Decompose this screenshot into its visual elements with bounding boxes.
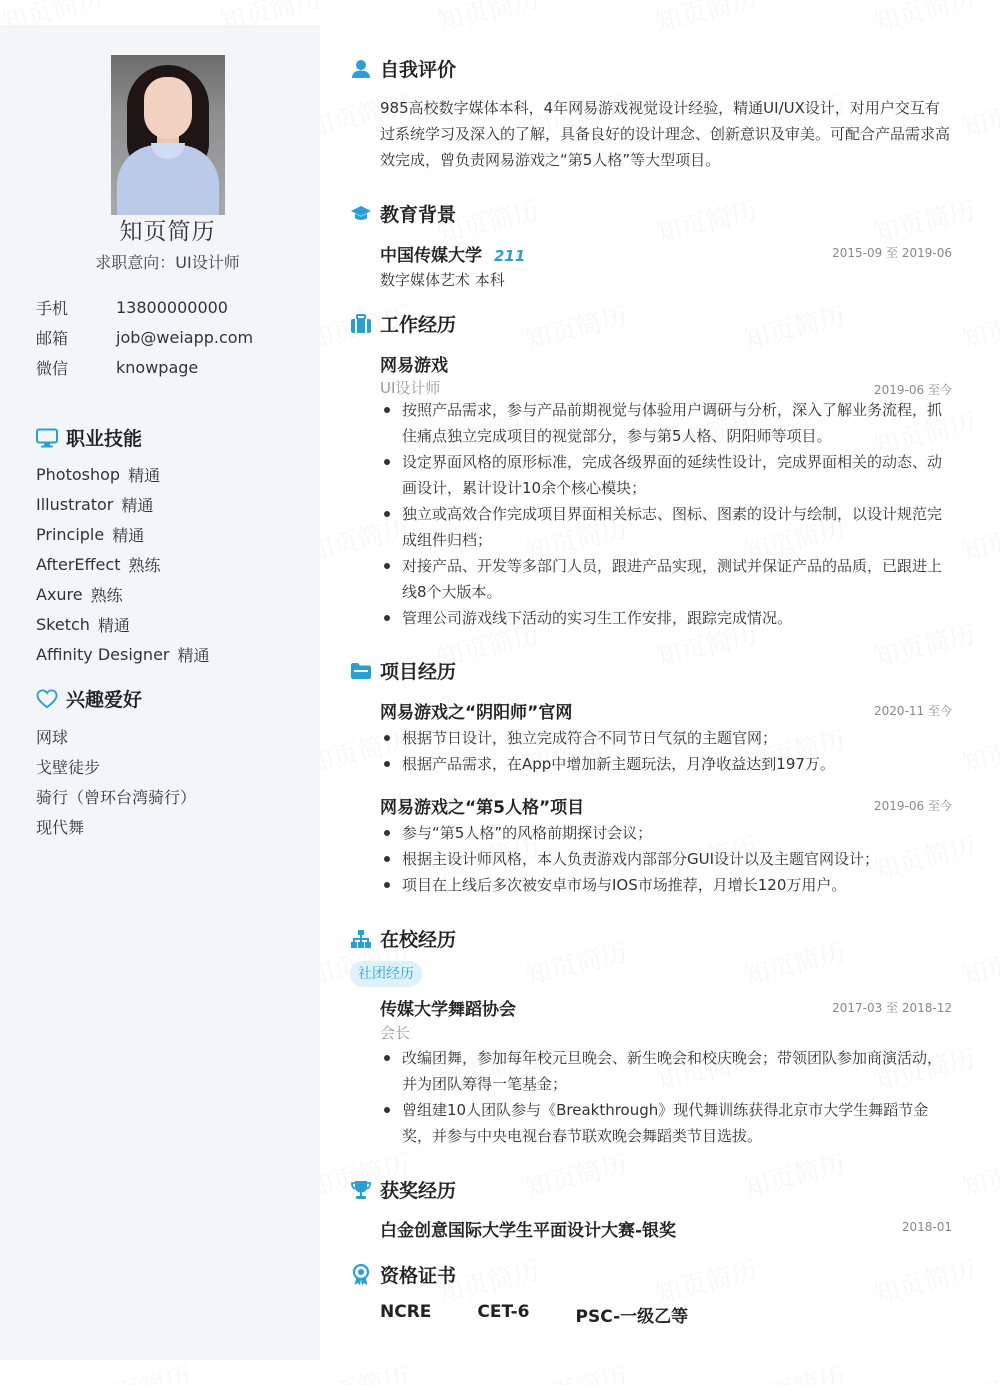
certificates-heading	[350, 1261, 456, 1288]
campus-bullets	[380, 1045, 952, 1149]
education-heading	[350, 200, 456, 227]
watermark-text	[869, 190, 979, 251]
self-eval-heading	[350, 55, 456, 82]
watermark-text	[869, 0, 979, 39]
skill-name: Affinity Designer	[36, 644, 170, 664]
project-bullets	[380, 820, 952, 898]
watermark-text	[521, 932, 631, 993]
list-item: 曾组建10人团队参与《Breakthrough》现代舞训练获得北京市大学生舞蹈节金奖，并参与中央电视台春节联欢晚会舞蹈类节目选拔。	[380, 1097, 952, 1149]
contact-label: 微信	[36, 358, 69, 378]
hobby-item: 戈壁徒步	[36, 757, 101, 777]
ribbon-badge-icon	[351, 1264, 371, 1286]
briefcase-icon	[350, 314, 372, 334]
skill-name: Axure	[36, 584, 83, 604]
contact-phone	[36, 292, 253, 322]
watermark-text	[651, 190, 761, 251]
skill-level: 精通	[112, 525, 145, 545]
awards-heading-text: 获奖经历	[380, 1180, 457, 1202]
education-date: 2015-09 至 2019-06	[832, 246, 952, 260]
list-item: 设定界面风格的原形标准，完成各级界面的延续性设计，完成界面相关的动态、动画设计，累计设计10余个核心模块；	[380, 449, 952, 501]
certificate-list	[380, 1302, 734, 1327]
skill-item	[36, 549, 210, 579]
education-major: 数字媒体艺术 本科	[380, 271, 505, 289]
skill-item	[36, 489, 210, 519]
watermark-text	[957, 1356, 1000, 1385]
work-date: 2019-06 至今	[874, 383, 952, 397]
skill-level: 精通	[97, 615, 130, 635]
award-title: 白金创意国际大学生平面设计大赛-银奖	[380, 1221, 677, 1241]
user-icon	[351, 59, 371, 79]
watermark-text	[521, 296, 631, 357]
contact-value: job@weiapp.com	[116, 327, 254, 347]
contact-wechat	[36, 352, 253, 382]
list-item: 改编团舞，参加每年校元旦晚会、新生晚会和校庆晚会；带领团队参加商演活动，并为团队筹得一笔基金；	[380, 1045, 952, 1097]
projects-heading	[350, 657, 456, 684]
contact-value: 13800000000	[116, 297, 228, 317]
work-heading-text: 工作经历	[380, 314, 457, 336]
education-heading-text: 教育背景	[380, 204, 457, 226]
projects-heading-text: 项目经历	[380, 661, 457, 683]
watermark-text	[651, 0, 761, 39]
skill-item	[36, 639, 210, 669]
contact-label: 手机	[36, 298, 69, 318]
self-eval-text: 985高校数字媒体本科，4年网易游戏视觉设计经验，精通UI/UX设计，对用户交互有过系统学习及深入的了解，具备良好的设计理念、创新意识及审美。可配合产品需求高效完成，曾负责网易游戏之“第5人格”等大型项目。	[380, 99, 951, 169]
watermark-text	[957, 1144, 1000, 1205]
watermark-text	[957, 508, 1000, 569]
list-item: 按照产品需求，参与产品前期视觉与体验用户调研与分析，深入了解业务流程，抓住痛点独立完成项目的视觉部分，参与第5人格、阴阳师等项目。	[380, 397, 952, 449]
project-bullets	[380, 725, 952, 777]
list-item: 管理公司游戏线下活动的实习生工作安排，跟踪完成情况。	[380, 605, 952, 631]
project-date: 2019-06 至今	[874, 799, 952, 813]
skill-item	[36, 519, 210, 549]
watermark-text	[303, 1356, 413, 1385]
school-name-text: 中国传媒大学	[380, 246, 482, 266]
watermark-text	[957, 84, 1000, 145]
skill-item	[36, 579, 210, 609]
list-item: 根据主设计师风格，本人负责游戏内部部分GUI设计以及主题官网设计；	[380, 846, 952, 872]
monitor-icon	[36, 428, 58, 448]
award-date: 2018-01	[901, 1220, 952, 1234]
self-eval-heading-text: 自我评价	[380, 59, 457, 81]
candidate-name: 知页简历	[119, 219, 216, 245]
folder-icon	[350, 662, 372, 680]
list-item: 项目在上线后多次被安卓市场与IOS市场推荐，月增长120万用户。	[380, 872, 952, 898]
project-title: 网易游戏之“第5人格”项目	[380, 798, 585, 818]
hobbies-list	[36, 721, 196, 841]
skills-heading	[36, 424, 142, 451]
campus-heading	[350, 925, 456, 952]
watermark-text	[957, 296, 1000, 357]
skill-name: Principle	[36, 524, 105, 544]
watermark-text	[739, 1356, 849, 1385]
company-name: 网易游戏	[380, 356, 448, 376]
certificates-heading-text: 资格证书	[380, 1265, 457, 1287]
skill-name: AfterEffect	[36, 554, 121, 574]
skill-name: Sketch	[36, 614, 90, 634]
hobby-item: 骑行（曾环台湾骑行）	[36, 787, 197, 807]
campus-heading-text: 在校经历	[380, 929, 457, 951]
contact-value: knowpage	[116, 357, 199, 377]
list-item: 对接产品、开发等多部门人员，跟进产品实现，测试并保证产品的品质，已跟进上线8个大版本。	[380, 553, 952, 605]
graduation-cap-icon	[350, 205, 372, 223]
school-name	[380, 241, 525, 266]
watermark-text	[521, 1356, 631, 1385]
list-item: 独立或高效合作完成项目界面相关标志、图标、图素的设计与绘制，以设计规范完成组件归档；	[380, 501, 952, 553]
campus-tag: 社团经历	[350, 961, 422, 987]
contact-list	[36, 292, 253, 382]
profile-photo	[111, 55, 225, 215]
skill-level: 熟练	[128, 555, 161, 575]
certificate-item: NCRE	[380, 1302, 432, 1322]
watermark-text	[521, 1144, 631, 1205]
list-item: 根据产品需求，在App中增加新主题玩法，月净收益达到197万。	[380, 751, 952, 777]
watermark-text	[739, 932, 849, 993]
project-title: 网易游戏之“阴阳师”官网	[380, 703, 573, 723]
org-name: 传媒大学舞蹈协会	[380, 1000, 516, 1020]
campus-role: 会长	[380, 1024, 411, 1042]
awards-heading	[350, 1176, 456, 1203]
job-intent: 求职意向：UI设计师	[95, 253, 240, 272]
watermark-text	[433, 0, 543, 39]
watermark-text	[739, 296, 849, 357]
skill-level: 精通	[121, 495, 154, 515]
trophy-icon	[350, 1180, 372, 1200]
skill-level: 精通	[128, 465, 161, 485]
campus-date: 2017-03 至 2018-12	[832, 1001, 952, 1015]
heart-icon	[36, 689, 58, 709]
hobbies-heading	[36, 685, 142, 712]
list-item: 参与“第5人格”的风格前期探讨会议；	[380, 820, 952, 846]
skill-item	[36, 609, 210, 639]
org-chart-icon	[350, 929, 372, 949]
hobbies-heading-text: 兴趣爱好	[66, 689, 143, 711]
school-badge: 211	[494, 247, 526, 265]
hobby-item: 现代舞	[36, 817, 85, 837]
watermark-text	[739, 1144, 849, 1205]
contact-email	[36, 322, 253, 352]
work-heading	[350, 310, 456, 337]
list-item: 根据节日设计，独立完成符合不同节日气氛的主题官网；	[380, 725, 952, 751]
project-date: 2020-11 至今	[874, 704, 952, 718]
watermark-text	[957, 720, 1000, 781]
contact-label: 邮箱	[36, 328, 69, 348]
certificate-item: CET-6	[477, 1302, 530, 1322]
skill-name: Illustrator	[36, 494, 114, 514]
skill-level: 精通	[177, 645, 210, 665]
work-role: UI设计师	[380, 379, 441, 397]
watermark-text	[85, 1356, 195, 1385]
work-bullets	[380, 397, 952, 631]
skill-level: 熟练	[90, 585, 123, 605]
skill-name: Photoshop	[36, 464, 121, 484]
certificate-item: PSC-一级乙等	[575, 1307, 689, 1327]
skills-list	[36, 459, 210, 669]
hobby-item: 网球	[36, 727, 69, 747]
watermark-text	[957, 932, 1000, 993]
watermark-text	[869, 1250, 979, 1311]
skills-heading-text: 职业技能	[66, 428, 143, 450]
skill-item	[36, 459, 210, 489]
